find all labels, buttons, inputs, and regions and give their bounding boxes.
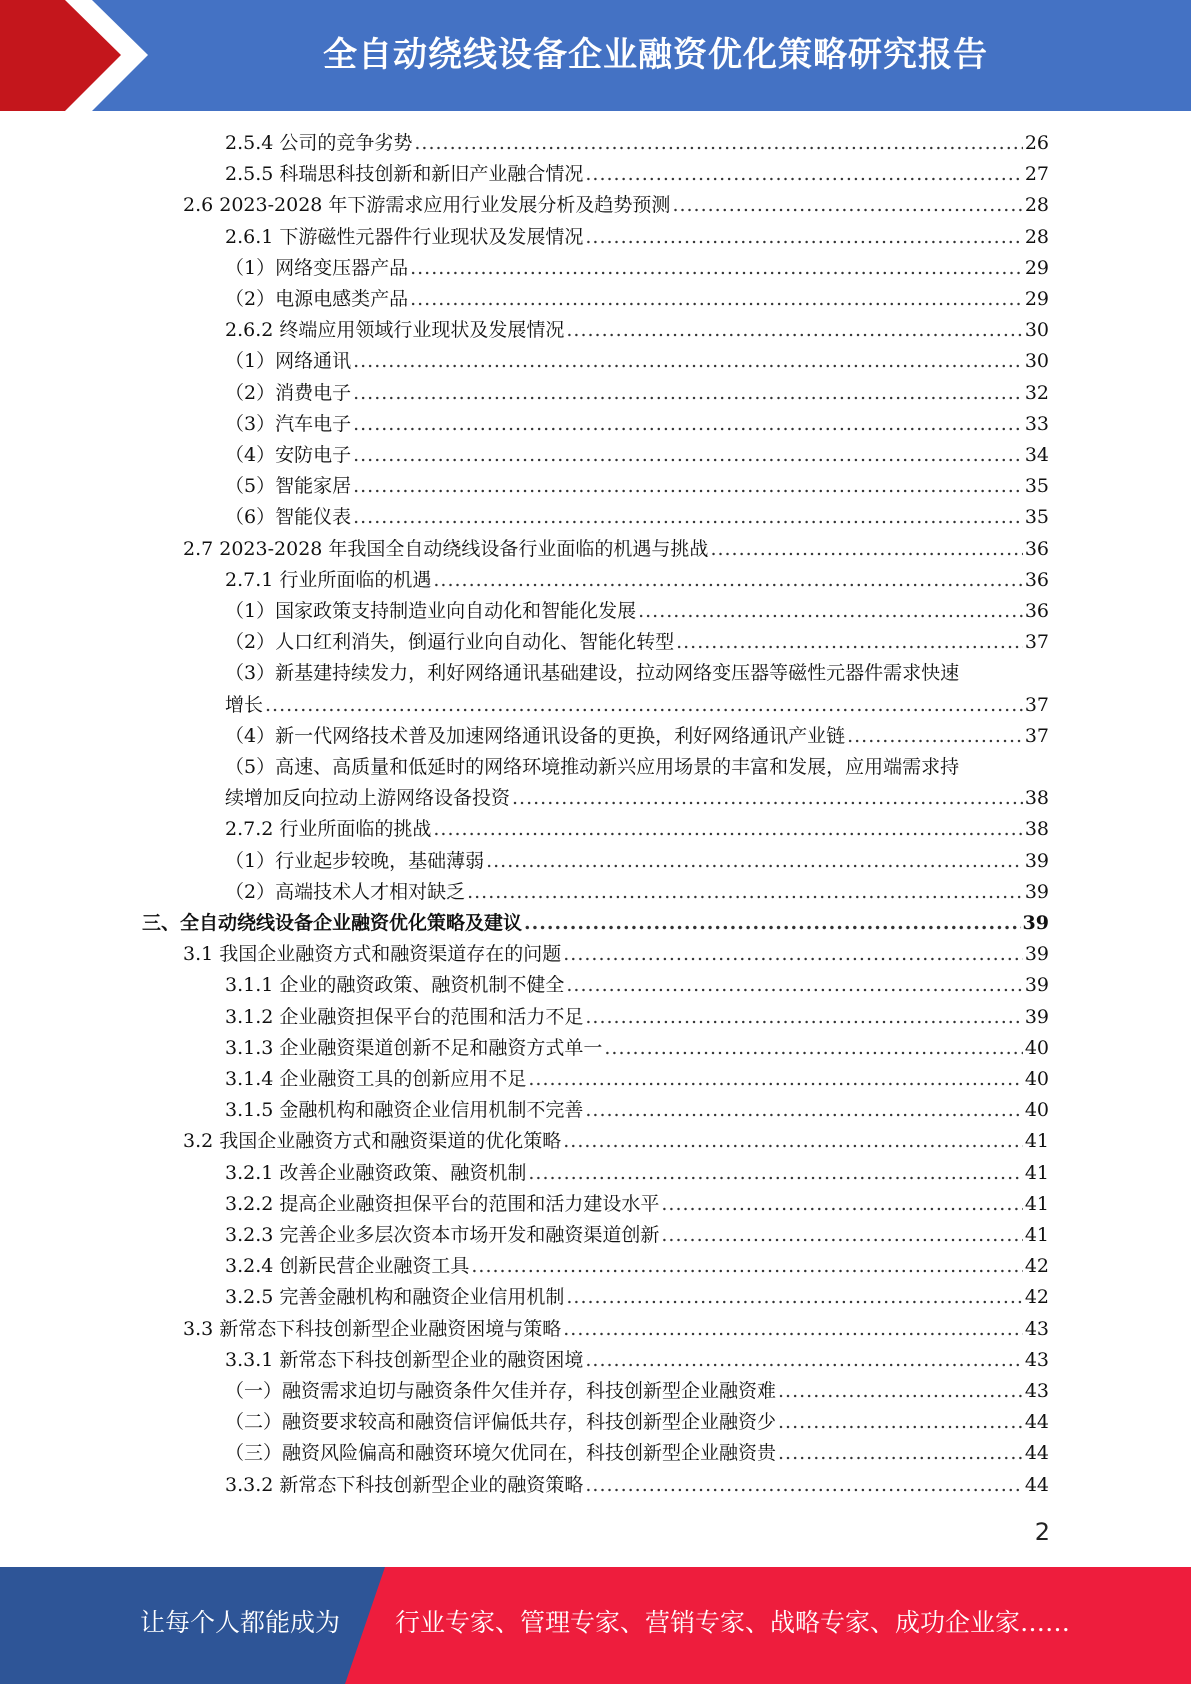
toc-leader-dots xyxy=(778,1407,1023,1438)
toc-leader-dots xyxy=(672,190,1022,221)
toc-entry[interactable] xyxy=(142,908,1049,939)
toc-entry-title: 3.1 我国企业融资方式和融资渠道存在的问题 xyxy=(183,943,562,965)
toc-leader-dots xyxy=(353,502,1023,533)
toc-leader-dots xyxy=(353,471,1023,502)
toc-leader-dots xyxy=(585,159,1022,190)
toc-entry[interactable] xyxy=(225,1095,1049,1126)
toc-entry[interactable] xyxy=(225,1282,1049,1313)
header-title: 全自动绕线设备企业融资优化策略研究报告 xyxy=(323,35,988,75)
toc-entry-title: （1）网络变压器产品 xyxy=(225,257,409,279)
toc-entry-title: 3.2.3 完善企业多层次资本市场开发和融资渠道创新 xyxy=(225,1224,660,1246)
toc-entry-page: 29 xyxy=(1024,257,1049,279)
toc-entry[interactable] xyxy=(225,1470,1049,1501)
toc-leader-dots xyxy=(563,1314,1023,1345)
toc-entry[interactable] xyxy=(225,471,1049,502)
toc-entry-page: 41 xyxy=(1024,1162,1049,1184)
toc-leader-dots xyxy=(563,939,1023,970)
toc-entry-page: 26 xyxy=(1024,132,1049,154)
toc-entry-title: （三）融资风险偏高和融资环境欠优同在，科技创新型企业融资贵 xyxy=(225,1442,777,1464)
toc-leader-dots xyxy=(467,877,1023,908)
toc-entry-page: 43 xyxy=(1024,1349,1049,1371)
toc-entry-page: 42 xyxy=(1024,1286,1049,1308)
toc-leader-dots xyxy=(585,1002,1022,1033)
toc-entry[interactable] xyxy=(183,1126,1049,1157)
toc-entry-title: 2.7.2 行业所面临的挑战 xyxy=(225,818,432,840)
toc-leader-dots xyxy=(566,315,1022,346)
toc-entry-title: （3）汽车电子 xyxy=(225,413,352,435)
toc-entry[interactable] xyxy=(225,814,1049,845)
toc-entry[interactable] xyxy=(225,1345,1049,1376)
toc-entry-title: （4）新一代网络技术普及加速网络通讯设备的更换，利好网络通讯产业链 xyxy=(225,725,846,747)
toc-entry[interactable] xyxy=(225,721,1049,752)
toc-entry[interactable] xyxy=(183,190,1049,221)
toc-entry-title: 3.2.4 创新民营企业融资工具 xyxy=(225,1255,470,1277)
toc-leader-dots xyxy=(353,346,1023,377)
toc-entry[interactable] xyxy=(225,783,1049,814)
toc-entry-page: 36 xyxy=(1024,538,1049,560)
toc-leader-dots xyxy=(847,721,1023,752)
toc-entry-title: 3.1.5 金融机构和融资企业信用机制不完善 xyxy=(225,1099,584,1121)
toc-entry-page: 36 xyxy=(1024,569,1049,591)
toc-leader-dots xyxy=(414,128,1022,159)
toc-entry[interactable] xyxy=(225,315,1049,346)
toc-entry-page: 35 xyxy=(1024,475,1049,497)
toc-entry-title: 3.2.5 完善金融机构和融资企业信用机制 xyxy=(225,1286,565,1308)
toc-entry[interactable] xyxy=(225,159,1049,190)
toc-entry-page: 30 xyxy=(1024,350,1049,372)
toc-entry-page: 28 xyxy=(1024,194,1049,216)
toc-entry[interactable] xyxy=(183,1314,1049,1345)
toc-leader-dots xyxy=(676,627,1023,658)
toc-leader-dots xyxy=(353,440,1023,471)
toc-leader-dots xyxy=(353,409,1023,440)
toc-entry-title: 三、全自动绕线设备企业融资优化策略及建议 xyxy=(142,912,523,934)
toc-entry[interactable] xyxy=(225,502,1049,533)
toc-entry[interactable] xyxy=(225,1407,1049,1438)
toc-entry[interactable] xyxy=(225,877,1049,908)
toc-entry[interactable] xyxy=(225,846,1049,877)
toc-entry-page: 28 xyxy=(1024,226,1049,248)
toc-leader-dots xyxy=(471,1251,1022,1282)
toc-entry[interactable] xyxy=(225,1064,1049,1095)
toc-leader-dots xyxy=(566,1282,1022,1313)
toc-entry-page: 41 xyxy=(1024,1130,1049,1152)
toc-entry-title: （5）智能家居 xyxy=(225,475,352,497)
toc-entry-title: （1）国家政策支持制造业向自动化和智能化发展 xyxy=(225,600,637,622)
toc-entry[interactable] xyxy=(225,1438,1049,1469)
toc-entry-page: 27 xyxy=(1024,163,1049,185)
toc-entry-title: 3.2.2 提高企业融资担保平台的范围和活力建设水平 xyxy=(225,1193,660,1215)
toc-leader-dots xyxy=(585,222,1022,253)
toc-leader-dots xyxy=(524,908,1021,939)
toc-leader-dots xyxy=(265,690,1023,721)
footer-slogan-right: 行业专家、管理专家、营销专家、战略专家、成功企业家…… xyxy=(395,1608,1071,1637)
toc-entry[interactable] xyxy=(225,440,1049,471)
toc-entry-title: 3.3 新常态下科技创新型企业融资困境与策略 xyxy=(183,1318,562,1340)
toc-entry-page: 44 xyxy=(1024,1411,1049,1433)
toc-entry-page: 32 xyxy=(1024,382,1049,404)
toc-entry-page: 34 xyxy=(1024,444,1049,466)
toc-entry-title: 3.3.2 新常态下科技创新型企业的融资策略 xyxy=(225,1474,584,1496)
toc-entry[interactable] xyxy=(183,939,1049,970)
toc-entry-page: 38 xyxy=(1024,787,1049,809)
toc-entry-page: 44 xyxy=(1024,1442,1049,1464)
toc-leader-dots xyxy=(778,1438,1023,1469)
page-footer xyxy=(0,1567,1191,1684)
toc-leader-dots xyxy=(486,846,1023,877)
toc-entry[interactable] xyxy=(225,284,1049,315)
toc-entry[interactable] xyxy=(225,1189,1049,1220)
toc-entry-page: 37 xyxy=(1024,725,1049,747)
toc-entry-page: 43 xyxy=(1024,1380,1049,1402)
toc-entry-title: 2.7 2023-2028 年我国全自动绕线设备行业面临的机遇与挑战 xyxy=(183,538,709,560)
toc-entry-page: 29 xyxy=(1024,288,1049,310)
toc-entry[interactable] xyxy=(225,346,1049,377)
toc-entry[interactable] xyxy=(225,1251,1049,1282)
toc-entry[interactable] xyxy=(225,222,1049,253)
toc-entry-page: 35 xyxy=(1024,506,1049,528)
toc-entry[interactable] xyxy=(225,1002,1049,1033)
toc-entry-page: 44 xyxy=(1024,1474,1049,1496)
toc-entry-title: 2.5.5 科瑞思科技创新和新旧产业融合情况 xyxy=(225,163,584,185)
toc-entry-page: 30 xyxy=(1024,319,1049,341)
toc-entry-page: 40 xyxy=(1024,1037,1049,1059)
toc-entry-page: 42 xyxy=(1024,1255,1049,1277)
toc-entry-page: 38 xyxy=(1024,818,1049,840)
toc-entry-title: 续增加反向拉动上游网络设备投资 xyxy=(225,787,511,809)
toc-entry[interactable] xyxy=(225,627,1049,658)
page-number: 2 xyxy=(1034,1518,1050,1546)
toc-entry-title: 3.1.4 企业融资工具的创新应用不足 xyxy=(225,1068,527,1090)
toc-entry-title: （1）行业起步较晚，基础薄弱 xyxy=(225,850,485,872)
toc-leader-dots xyxy=(528,1064,1022,1095)
toc-entry-title: 增长 xyxy=(225,694,264,716)
toc-entry[interactable] xyxy=(225,409,1049,440)
toc-entry-page: 43 xyxy=(1024,1318,1049,1340)
toc-entry-page: 41 xyxy=(1024,1193,1049,1215)
toc-entry-page: 39 xyxy=(1022,912,1049,934)
toc-leader-dots xyxy=(563,1126,1023,1157)
page-header xyxy=(0,0,1191,111)
toc-entry-page: 39 xyxy=(1024,974,1049,996)
toc-leader-dots xyxy=(410,284,1023,315)
toc-entry-title: （4）安防电子 xyxy=(225,444,352,466)
toc-entry-title: 3.2 我国企业融资方式和融资渠道的优化策略 xyxy=(183,1130,562,1152)
toc-leader-dots xyxy=(585,1095,1022,1126)
toc-entry-page: 39 xyxy=(1024,881,1049,903)
toc-entry[interactable] xyxy=(225,128,1049,159)
toc-entry-title: 3.1.3 企业融资渠道创新不足和融资方式单一 xyxy=(225,1037,603,1059)
toc-entry[interactable] xyxy=(225,1376,1049,1407)
toc-entry-page: 39 xyxy=(1024,943,1049,965)
toc-entry-page: 37 xyxy=(1024,631,1049,653)
toc-entry-page: 36 xyxy=(1024,600,1049,622)
toc-entry-title: 3.2.1 改善企业融资政策、融资机制 xyxy=(225,1162,527,1184)
toc-entry-title: （2）人口红利消失，倒逼行业向自动化、智能化转型 xyxy=(225,631,675,653)
footer-slogan-left: 让每个人都能成为 xyxy=(139,1608,340,1637)
toc-entry[interactable] xyxy=(225,253,1049,284)
toc-entry[interactable] xyxy=(225,1033,1049,1064)
toc-leader-dots xyxy=(433,565,1022,596)
toc-entry-title: （2）电源电感类产品 xyxy=(225,288,409,310)
toc-leader-dots xyxy=(585,1345,1022,1376)
toc-leader-dots xyxy=(566,970,1022,1001)
toc-entry[interactable] xyxy=(225,596,1049,627)
toc-leader-dots xyxy=(604,1033,1022,1064)
toc-entry-title: （2）高端技术人才相对缺乏 xyxy=(225,881,466,903)
toc-leader-dots xyxy=(410,253,1023,284)
toc-leader-dots xyxy=(512,783,1023,814)
toc-leader-dots xyxy=(710,534,1022,565)
toc-leader-dots xyxy=(661,1220,1022,1251)
toc-entry[interactable] xyxy=(225,752,1049,783)
toc-entry-page: 40 xyxy=(1024,1068,1049,1090)
toc-entry-title: 2.6.1 下游磁性元器件行业现状及发展情况 xyxy=(225,226,584,248)
toc-entry-page: 41 xyxy=(1024,1224,1049,1246)
toc-leader-dots xyxy=(778,1376,1023,1407)
toc-entry-title: 3.1.2 企业融资担保平台的范围和活力不足 xyxy=(225,1006,584,1028)
toc-entry-title: 2.5.4 公司的竞争劣势 xyxy=(225,132,413,154)
toc-entry-title: （3）新基建持续发力，利好网络通讯基础建设，拉动网络变压器等磁性元器件需求快速 xyxy=(225,662,960,684)
toc-entry-page: 33 xyxy=(1024,413,1049,435)
toc-entry-title: （一）融资需求迫切与融资条件欠佳并存，科技创新型企业融资难 xyxy=(225,1380,777,1402)
toc-entry-page: 40 xyxy=(1024,1099,1049,1121)
toc-entry[interactable] xyxy=(225,970,1049,1001)
toc-leader-dots xyxy=(528,1158,1022,1189)
toc-entry-page: 39 xyxy=(1024,1006,1049,1028)
toc-leader-dots xyxy=(353,378,1023,409)
toc-entry[interactable] xyxy=(183,534,1049,565)
toc-entry-title: （5）高速、高质量和低延时的网络环境推动新兴应用场景的丰富和发展，应用端需求持 xyxy=(225,756,960,778)
toc-entry[interactable] xyxy=(225,658,1049,689)
toc-entry-title: （1）网络通讯 xyxy=(225,350,352,372)
toc-entry-title: 2.6 2023-2028 年下游需求应用行业发展分析及趋势预测 xyxy=(183,194,671,216)
toc-entry[interactable] xyxy=(225,1220,1049,1251)
toc-leader-dots xyxy=(638,596,1023,627)
toc-leader-dots xyxy=(433,814,1022,845)
toc-entry-title: 2.6.2 终端应用领域行业现状及发展情况 xyxy=(225,319,565,341)
toc-entry-title: （6）智能仪表 xyxy=(225,506,352,528)
toc-entry-title: 3.3.1 新常态下科技创新型企业的融资困境 xyxy=(225,1349,584,1371)
toc-entry[interactable] xyxy=(225,690,1049,721)
toc-entry[interactable] xyxy=(225,378,1049,409)
toc-entry-page: 39 xyxy=(1024,850,1049,872)
toc-leader-dots xyxy=(661,1189,1022,1220)
toc-entry-page: 37 xyxy=(1024,694,1049,716)
toc-entry[interactable] xyxy=(225,1158,1049,1189)
toc-entry[interactable] xyxy=(225,565,1049,596)
toc-leader-dots xyxy=(585,1470,1022,1501)
toc-entry-title: 2.7.1 行业所面临的机遇 xyxy=(225,569,432,591)
toc-entry-title: （2）消费电子 xyxy=(225,382,352,404)
toc-entry-title: 3.1.1 企业的融资政策、融资机制不健全 xyxy=(225,974,565,996)
toc-entry-title: （二）融资要求较高和融资信评偏低共存，科技创新型企业融资少 xyxy=(225,1411,777,1433)
